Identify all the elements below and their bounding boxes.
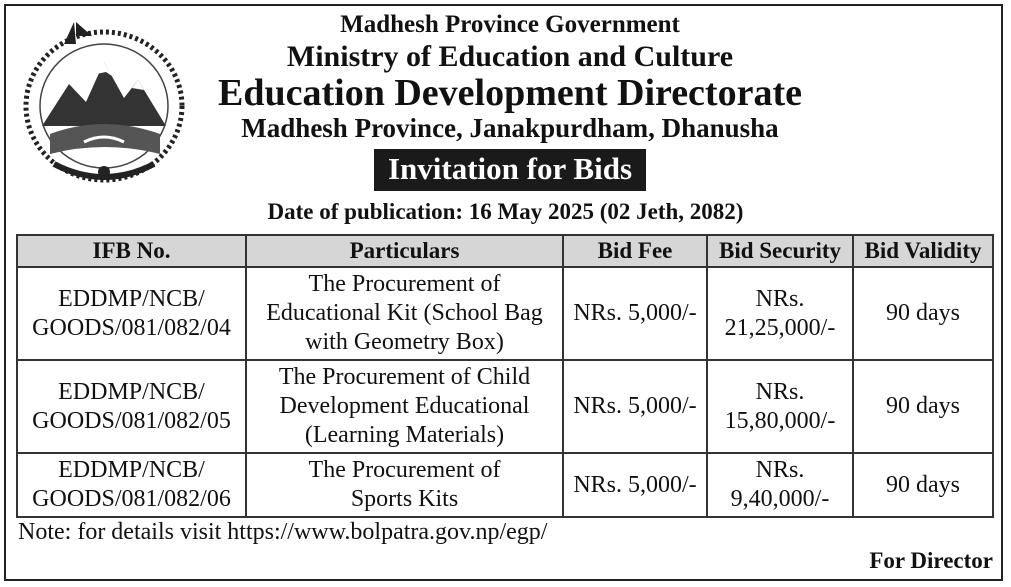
bids-table bbox=[16, 234, 994, 518]
header-bid-validity: Bid Validity bbox=[853, 235, 993, 267]
table-row bbox=[17, 360, 993, 453]
ifb-number-line: EDDMP/NCB/ bbox=[58, 457, 205, 483]
bid-security-line: 15,80,000/- bbox=[724, 407, 836, 434]
province-government-title: Madhesh Province Government bbox=[340, 11, 680, 38]
bid-fee-cell: NRs. 5,000/- bbox=[563, 267, 707, 360]
ifb-number-line: GOODS/081/082/04 bbox=[32, 314, 231, 341]
header-bid-fee: Bid Fee bbox=[563, 235, 707, 267]
table-row bbox=[17, 267, 993, 360]
bid-fee-cell: NRs. 5,000/- bbox=[563, 360, 707, 453]
particulars-cell bbox=[246, 453, 563, 517]
particulars-line: The Procurement of bbox=[308, 457, 501, 483]
bid-security-cell bbox=[707, 453, 853, 517]
details-note: Note: for details visit https://www.bolpatra.gov.np/egp/ bbox=[18, 519, 548, 545]
bid-security-cell bbox=[707, 267, 853, 360]
bid-security-line: 9,40,000/- bbox=[730, 486, 830, 512]
ifb-number-cell bbox=[17, 267, 246, 360]
publication-date: Date of publication: 16 May 2025 (02 Jeth, 2082) bbox=[267, 199, 744, 224]
bid-validity-cell: 90 days bbox=[853, 267, 993, 360]
nepal-emblem-icon bbox=[14, 14, 194, 190]
bid-fee-cell: NRs. 5,000/- bbox=[563, 453, 707, 517]
notice-header bbox=[180, 10, 840, 191]
directorate-title: Education Development Directorate bbox=[218, 72, 802, 114]
table-row bbox=[17, 453, 993, 517]
ifb-number-cell bbox=[17, 453, 246, 517]
particulars-cell bbox=[246, 267, 563, 360]
header-ifb-no: IFB No. bbox=[17, 235, 246, 267]
ifb-number-cell bbox=[17, 360, 246, 453]
ministry-title: Ministry of Education and Culture bbox=[286, 40, 734, 73]
bid-security-cell bbox=[707, 360, 853, 453]
bid-security-line: 21,25,000/- bbox=[724, 314, 836, 341]
particulars-line: Educational Kit (School Bag bbox=[266, 300, 543, 326]
ifb-number-line: GOODS/081/082/05 bbox=[32, 407, 231, 434]
particulars-cell bbox=[246, 360, 563, 453]
ifb-number-line: EDDMP/NCB/ bbox=[58, 285, 205, 312]
bid-security-line: NRs. bbox=[755, 378, 805, 405]
ifb-number-line: EDDMP/NCB/ bbox=[58, 378, 205, 405]
particulars-line: Sports Kits bbox=[350, 486, 459, 512]
invitation-banner: Invitation for Bids bbox=[374, 149, 646, 191]
particulars-line: Development Educational bbox=[279, 393, 530, 419]
header-particulars: Particulars bbox=[246, 235, 563, 267]
bid-validity-cell: 90 days bbox=[853, 453, 993, 517]
bid-security-line: NRs. bbox=[755, 285, 805, 312]
address-line: Madhesh Province, Janakpurdham, Dhanusha bbox=[241, 113, 779, 143]
signature-line: For Director bbox=[869, 548, 993, 573]
header-bid-security: Bid Security bbox=[707, 235, 853, 267]
bid-validity-cell: 90 days bbox=[853, 360, 993, 453]
particulars-line: The Procurement of Child bbox=[278, 364, 531, 390]
ifb-number-line: GOODS/081/082/06 bbox=[32, 486, 231, 512]
particulars-line: The Procurement of bbox=[308, 271, 501, 297]
particulars-line: with Geometry Box) bbox=[305, 329, 504, 355]
table-header-row bbox=[17, 235, 993, 267]
bid-security-line: NRs. bbox=[755, 457, 805, 483]
particulars-line: (Learning Materials) bbox=[304, 422, 505, 448]
